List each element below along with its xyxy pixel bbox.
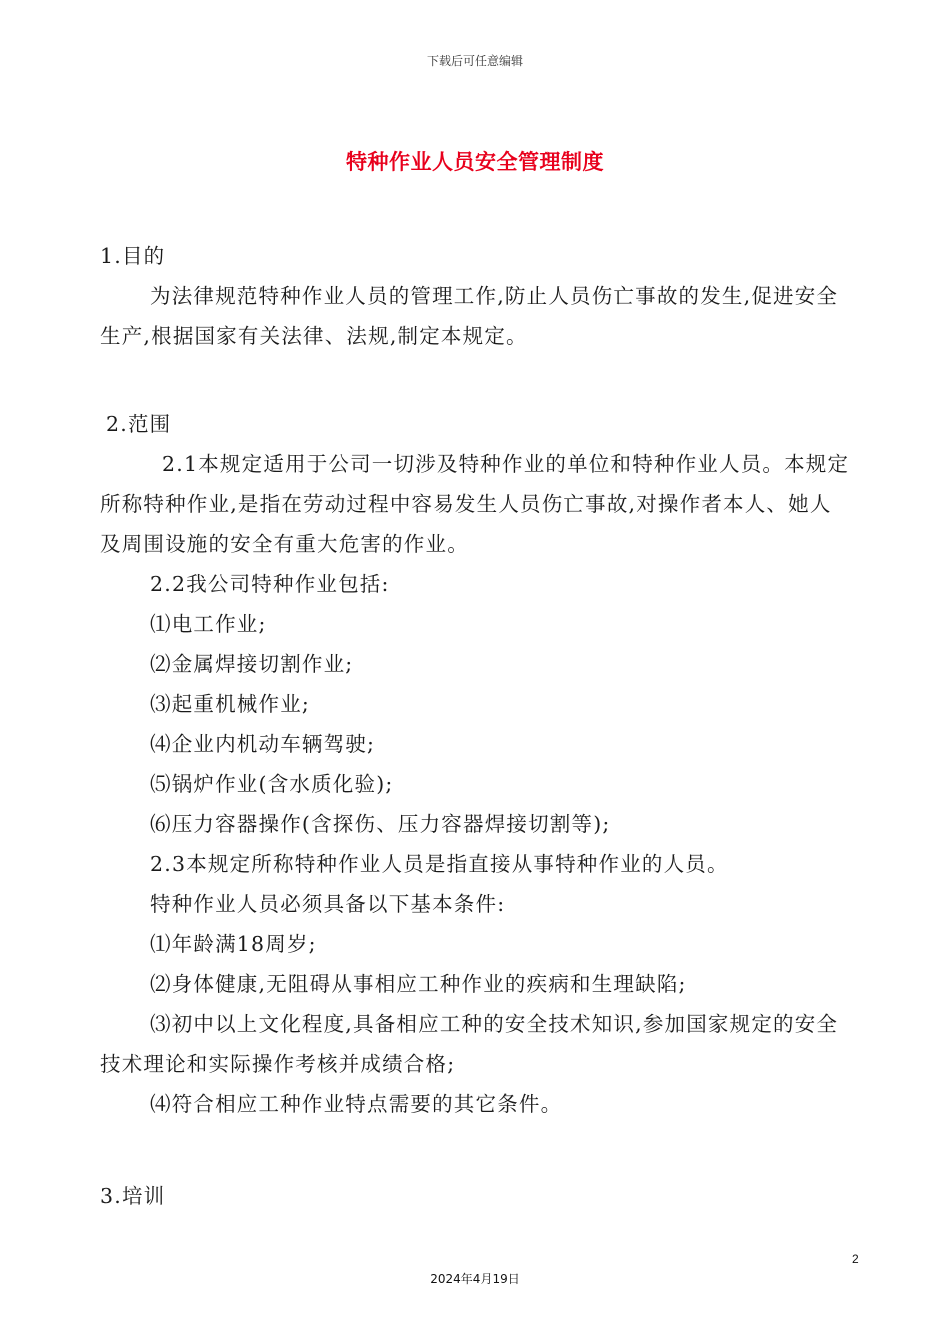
section-2-heading: 2.范围	[106, 412, 172, 436]
header-note: 下载后可任意编辑	[426, 54, 523, 68]
condition-item: ⑴年龄满18周岁;	[150, 932, 317, 956]
work-type-item: ⑵金属焊接切割作业;	[150, 652, 354, 676]
condition-item: ⑷符合相应工种作业特点需要的其它条件。	[150, 1092, 563, 1116]
footer-date: 2024年4月19日	[430, 1272, 520, 1286]
document-body	[100, 236, 852, 1216]
section-spacer	[100, 1124, 852, 1176]
page-number: 2	[852, 1252, 859, 1266]
work-type-item: ⑶起重机械作业;	[150, 692, 311, 716]
clause-2-2: 2.2我公司特种作业包括:	[150, 572, 390, 596]
condition-item: ⑶初中以上文化程度,具备相应工种的安全技术知识,参加国家规定的安全技术理论和实际操作考核并成绩合格;	[100, 1012, 839, 1076]
conditions-intro: 特种作业人员必须具备以下基本条件:	[150, 892, 506, 916]
work-type-item: ⑷企业内机动车辆驾驶;	[150, 732, 376, 756]
work-type-item: ⑹压力容器操作(含探伤、压力容器焊接切割等);	[150, 812, 611, 836]
work-type-item: ⑴电工作业;	[150, 612, 267, 636]
condition-item: ⑵身体健康,无阻碍从事相应工种作业的疾病和生理缺陷;	[150, 972, 687, 996]
section-spacer	[100, 356, 852, 404]
section-1-heading: 1.目的	[100, 244, 166, 268]
section-1-paragraph: 为法律规范特种作业人员的管理工作,防止人员伤亡事故的发生,促进安全生产,根据国家有关法律、法规,制定本规定。	[100, 284, 839, 348]
work-type-item: ⑸锅炉作业(含水质化验);	[150, 772, 394, 796]
document-title: 特种作业人员安全管理制度	[346, 150, 604, 174]
section-3-heading: 3.培训	[100, 1184, 166, 1208]
clause-2-1: 2.1本规定适用于公司一切涉及特种作业的单位和特种作业人员。本规定所称特种作业,是指在劳动过程中容易发生人员伤亡事故,对操作者本人、她人及周围设施的安全有重大危害的作业。	[100, 452, 850, 556]
clause-2-3: 2.3本规定所称特种作业人员是指直接从事特种作业的人员。	[150, 852, 729, 876]
